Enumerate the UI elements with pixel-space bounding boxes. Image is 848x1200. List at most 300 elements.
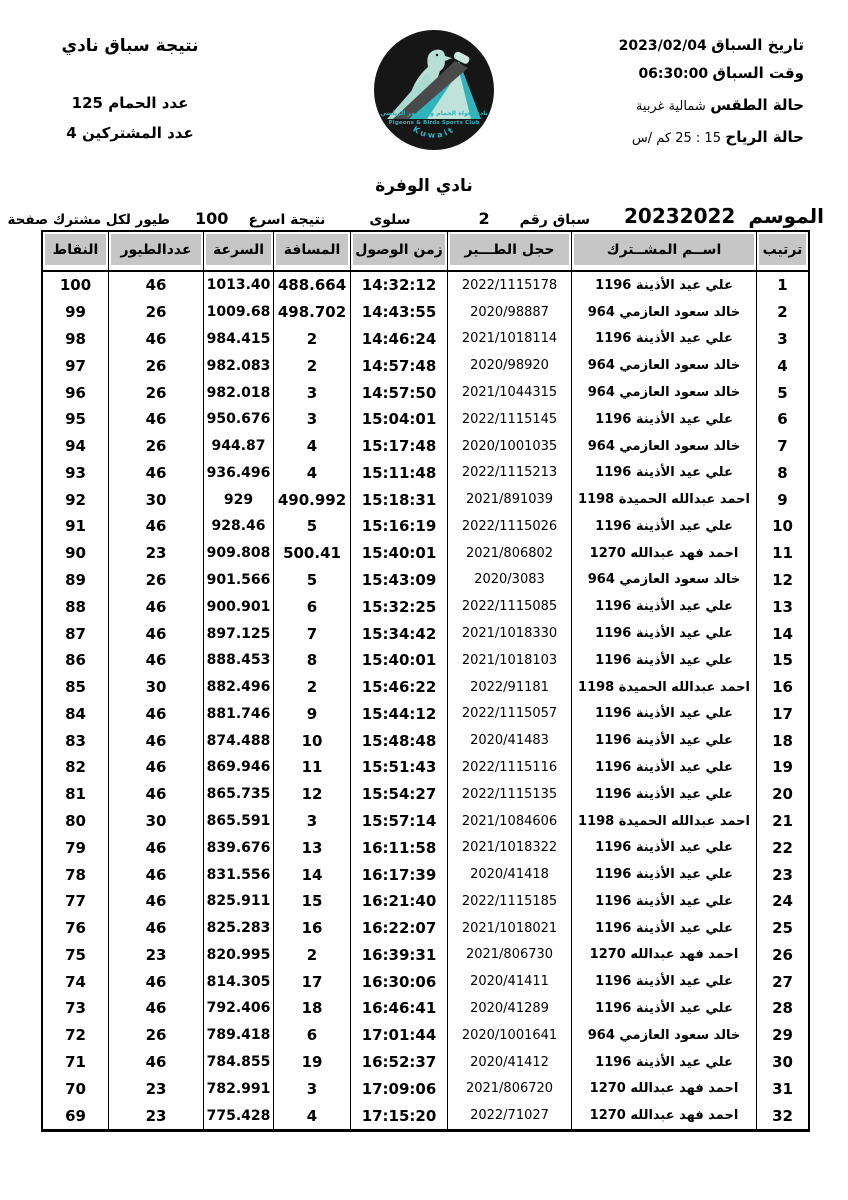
club-logo-graphic	[371, 27, 497, 153]
cell-birds: 30	[108, 674, 203, 701]
cell-time: 14:43:55	[350, 299, 447, 326]
cell-speed: 944.87	[203, 433, 273, 460]
table-row	[43, 674, 808, 701]
cell-name: علي عيد الأذينة 1196	[571, 995, 756, 1022]
cell-points: 70	[65, 1079, 86, 1098]
cell-points: 98	[65, 329, 86, 348]
cell-rank: 10	[756, 513, 808, 540]
cell-speed: 782.991	[203, 1075, 273, 1102]
cell-points: 74	[65, 972, 86, 991]
pigeon-count-line	[30, 94, 230, 112]
participant-count-label: عدد المشتركين	[81, 124, 194, 142]
race-date-value: 2023/02/04	[618, 38, 707, 54]
table-row	[43, 701, 808, 728]
club-logo	[371, 27, 497, 153]
cell-birds: 46	[108, 406, 203, 433]
cell-speed: 950.676	[203, 406, 273, 433]
cell-rank: 23	[756, 861, 808, 888]
cell-rank: 22	[756, 834, 808, 861]
cell-distance: 2	[273, 326, 350, 353]
cell-time: 15:51:43	[350, 754, 447, 781]
cell-rank: 31	[756, 1075, 808, 1102]
table-row	[43, 352, 808, 379]
cell-name: خالد سعود العازمي 964	[571, 352, 756, 379]
cell-birds: 30	[108, 486, 203, 513]
cell-time: 14:57:50	[350, 379, 447, 406]
cell-rank: 21	[756, 808, 808, 835]
cell-points: 92	[65, 490, 86, 509]
cell-speed: 814.305	[203, 968, 273, 995]
cell-time: 15:11:48	[350, 459, 447, 486]
cell-rank: 16	[756, 674, 808, 701]
cell-time: 16:39:31	[350, 942, 447, 969]
cell-name: علي عيد الأذينة 1196	[571, 593, 756, 620]
cell-ring: 2022/1115116	[447, 754, 571, 781]
cell-time: 15:34:42	[350, 620, 447, 647]
cell-name: علي عيد الأذينة 1196	[571, 701, 756, 728]
result-label: نتيجة اسرع	[248, 212, 326, 228]
cell-name: علي عيد الأذينة 1196	[571, 781, 756, 808]
wind-value: 15 : 25 كم /س	[631, 131, 721, 146]
cell-time: 15:17:48	[350, 433, 447, 460]
cell-distance: 10	[273, 727, 350, 754]
cell-ring: 2022/1115057	[447, 701, 571, 728]
cell-speed: 1009.68	[203, 299, 273, 326]
cell-distance: 11	[273, 754, 350, 781]
cell-rank: 24	[756, 888, 808, 915]
cell-rank: 3	[756, 326, 808, 353]
cell-rank: 20	[756, 781, 808, 808]
cell-ring: 2020/98920	[447, 352, 571, 379]
cell-distance: 500.41	[273, 540, 350, 567]
cell-points: 96	[65, 383, 86, 402]
pigeon-count-value: 125	[71, 94, 103, 112]
cell-time: 15:43:09	[350, 567, 447, 594]
cell-points: 76	[65, 919, 86, 938]
cell-speed: 775.428	[203, 1102, 273, 1129]
cell-speed: 882.496	[203, 674, 273, 701]
cell-rank: 2	[756, 299, 808, 326]
cell-points: 97	[65, 356, 86, 375]
cell-points: 83	[65, 731, 86, 750]
cell-rank: 26	[756, 942, 808, 969]
cell-ring: 2022/1115213	[447, 459, 571, 486]
cell-distance: 17	[273, 968, 350, 995]
logo-arabic-name: نادي هواة الحمام و الطيور الرياضي	[380, 110, 488, 117]
cell-time: 15:16:19	[350, 513, 447, 540]
report-title: نتيجة سباق نادي	[61, 36, 199, 56]
cell-rank: 13	[756, 593, 808, 620]
cell-rank: 8	[756, 459, 808, 486]
table-row	[43, 968, 808, 995]
table-row	[43, 567, 808, 594]
cell-ring: 2020/1001035	[447, 433, 571, 460]
cell-time: 15:57:14	[350, 808, 447, 835]
table-row	[43, 888, 808, 915]
cell-speed: 929	[203, 486, 273, 513]
table-row	[43, 915, 808, 942]
participant-count-line	[30, 124, 230, 142]
cell-name: علي عيد الأذينة 1196	[571, 326, 756, 353]
cell-time: 17:09:06	[350, 1075, 447, 1102]
logo-english-name: Pigeons & Birds Sports Club	[388, 120, 480, 126]
cell-speed: 1013.40	[203, 272, 273, 299]
cell-distance: 2	[273, 674, 350, 701]
cell-ring: 2022/1115026	[447, 513, 571, 540]
table-row	[43, 1049, 808, 1076]
cell-distance: 490.992	[273, 486, 350, 513]
cell-time: 15:40:01	[350, 540, 447, 567]
cell-name: خالد سعود العازمي 964	[571, 433, 756, 460]
cell-name: احمد فهد عبدالله 1270	[571, 942, 756, 969]
fastest-count: 100	[195, 209, 229, 228]
cell-birds: 26	[108, 1022, 203, 1049]
cell-speed: 936.496	[203, 459, 273, 486]
cell-points: 88	[65, 597, 86, 616]
cell-time: 15:40:01	[350, 647, 447, 674]
cell-rank: 17	[756, 701, 808, 728]
cell-rank: 28	[756, 995, 808, 1022]
header-ring: حجل الطـــير	[447, 232, 571, 270]
cell-birds: 46	[108, 1049, 203, 1076]
cell-birds: 23	[108, 1075, 203, 1102]
cell-time: 16:17:39	[350, 861, 447, 888]
header-birds: عددالطيور	[108, 232, 203, 270]
cell-speed: 784.855	[203, 1049, 273, 1076]
cell-distance: 2	[273, 942, 350, 969]
wind-label: حالة الرياح	[725, 128, 804, 146]
table-row	[43, 995, 808, 1022]
cell-name: خالد سعود العازمي 964	[571, 379, 756, 406]
cell-ring: 2020/41289	[447, 995, 571, 1022]
cell-ring: 2022/1115135	[447, 781, 571, 808]
race-time-label: وقت السباق	[712, 64, 804, 82]
cell-distance: 9	[273, 701, 350, 728]
table-row	[43, 620, 808, 647]
table-row	[43, 754, 808, 781]
race-date-line	[619, 36, 804, 54]
cell-time: 14:46:24	[350, 326, 447, 353]
cell-birds: 46	[108, 781, 203, 808]
cell-name: علي عيد الأذينة 1196	[571, 915, 756, 942]
cell-distance: 3	[273, 379, 350, 406]
cell-distance: 6	[273, 1022, 350, 1049]
results-table-header	[43, 232, 808, 272]
cell-points: 93	[65, 463, 86, 482]
cell-birds: 26	[108, 352, 203, 379]
cell-points: 77	[65, 892, 86, 911]
cell-birds: 46	[108, 593, 203, 620]
weather-line	[619, 96, 804, 114]
cell-points: 79	[65, 838, 86, 857]
cell-birds: 23	[108, 1102, 203, 1129]
cell-name: علي عيد الأذينة 1196	[571, 620, 756, 647]
cell-distance: 3	[273, 808, 350, 835]
cell-ring: 2022/91181	[447, 674, 571, 701]
table-row	[43, 1102, 808, 1129]
club-name: نادي الوفرة	[375, 176, 473, 196]
table-row	[43, 861, 808, 888]
pigeon-count-label: عدد الحمام	[108, 94, 189, 112]
cell-birds: 46	[108, 701, 203, 728]
cell-ring: 2022/1115185	[447, 888, 571, 915]
cell-name: خالد سعود العازمي 964	[571, 1022, 756, 1049]
cell-birds: 46	[108, 513, 203, 540]
cell-points: 80	[65, 812, 86, 831]
cell-ring: 2021/1018114	[447, 326, 571, 353]
cell-ring: 2021/1018322	[447, 834, 571, 861]
cell-name: احمد فهد عبدالله 1270	[571, 1102, 756, 1129]
cell-name: خالد سعود العازمي 964	[571, 299, 756, 326]
table-row	[43, 326, 808, 353]
cell-birds: 46	[108, 995, 203, 1022]
race-time-value: 06:30:00	[638, 66, 709, 82]
cell-ring: 2020/41418	[447, 861, 571, 888]
cell-birds: 46	[108, 754, 203, 781]
cell-points: 81	[65, 785, 86, 804]
cell-distance: 13	[273, 834, 350, 861]
cell-distance: 15	[273, 888, 350, 915]
table-row	[43, 593, 808, 620]
cell-rank: 11	[756, 540, 808, 567]
cell-name: علي عيد الأذينة 1196	[571, 1049, 756, 1076]
cell-points: 87	[65, 624, 86, 643]
header-distance: المسافة	[273, 232, 350, 270]
header-rank: ترتيب	[756, 232, 808, 270]
participant-count-value: 4	[66, 124, 77, 142]
cell-birds: 26	[108, 379, 203, 406]
table-row	[43, 834, 808, 861]
cell-speed: 928.46	[203, 513, 273, 540]
cell-distance: 3	[273, 1075, 350, 1102]
cell-speed: 881.746	[203, 701, 273, 728]
results-rows	[43, 272, 808, 1129]
cell-ring: 2022/71027	[447, 1102, 571, 1129]
cell-ring: 2020/98887	[447, 299, 571, 326]
cell-time: 14:57:48	[350, 352, 447, 379]
cell-ring: 2022/1115145	[447, 406, 571, 433]
cell-birds: 46	[108, 861, 203, 888]
cell-speed: 982.083	[203, 352, 273, 379]
cell-name: علي عيد الأذينة 1196	[571, 459, 756, 486]
cell-birds: 46	[108, 459, 203, 486]
table-row	[43, 379, 808, 406]
cell-time: 16:22:07	[350, 915, 447, 942]
cell-time: 16:21:40	[350, 888, 447, 915]
cell-speed: 820.995	[203, 942, 273, 969]
results-table	[41, 230, 810, 1132]
cell-points: 86	[65, 651, 86, 670]
header-name: اســم المشــترك	[571, 232, 756, 270]
cell-points: 90	[65, 544, 86, 563]
cell-time: 15:04:01	[350, 406, 447, 433]
cell-name: علي عيد الأذينة 1196	[571, 513, 756, 540]
season-label: الموسم	[748, 204, 824, 228]
cell-time: 16:46:41	[350, 995, 447, 1022]
weather-value: شمالية غربية	[635, 99, 706, 114]
cell-birds: 46	[108, 727, 203, 754]
cell-ring: 2021/1044315	[447, 379, 571, 406]
header-speed: السرعة	[203, 232, 273, 270]
table-row	[43, 808, 808, 835]
cell-birds: 23	[108, 540, 203, 567]
cell-name: احمد عبدالله الحميدة 1198	[571, 486, 756, 513]
cell-points: 73	[65, 999, 86, 1018]
table-row	[43, 1022, 808, 1049]
cell-rank: 18	[756, 727, 808, 754]
cell-birds: 46	[108, 834, 203, 861]
report-title-block	[30, 36, 230, 154]
cell-name: علي عيد الأذينة 1196	[571, 968, 756, 995]
cell-time: 15:44:12	[350, 701, 447, 728]
cell-rank: 27	[756, 968, 808, 995]
cell-speed: 909.808	[203, 540, 273, 567]
cell-rank: 5	[756, 379, 808, 406]
cell-distance: 7	[273, 620, 350, 647]
cell-speed: 831.556	[203, 861, 273, 888]
cell-distance: 6	[273, 593, 350, 620]
cell-speed: 865.591	[203, 808, 273, 835]
cell-rank: 15	[756, 647, 808, 674]
cell-name: علي عيد الأذينة 1196	[571, 754, 756, 781]
cell-distance: 3	[273, 406, 350, 433]
cell-rank: 25	[756, 915, 808, 942]
cell-time: 16:52:37	[350, 1049, 447, 1076]
cell-name: علي عيد الأذينة 1196	[571, 647, 756, 674]
cell-birds: 46	[108, 620, 203, 647]
cell-ring: 2020/3083	[447, 567, 571, 594]
cell-birds: 46	[108, 647, 203, 674]
header-points: النقاط	[43, 232, 108, 270]
cell-distance: 4	[273, 459, 350, 486]
cell-points: 85	[65, 678, 86, 697]
cell-birds: 46	[108, 326, 203, 353]
cell-name: احمد فهد عبدالله 1270	[571, 540, 756, 567]
cell-time: 16:30:06	[350, 968, 447, 995]
cell-name: خالد سعود العازمي 964	[571, 567, 756, 594]
cell-ring: 2021/1084606	[447, 808, 571, 835]
cell-birds: 26	[108, 433, 203, 460]
cell-ring: 2020/41412	[447, 1049, 571, 1076]
cell-points: 84	[65, 704, 86, 723]
cell-speed: 984.415	[203, 326, 273, 353]
cell-distance: 14	[273, 861, 350, 888]
cell-time: 14:32:12	[350, 272, 447, 299]
cell-name: علي عيد الأذينة 1196	[571, 406, 756, 433]
cell-speed: 874.488	[203, 727, 273, 754]
cell-rank: 7	[756, 433, 808, 460]
cell-rank: 14	[756, 620, 808, 647]
cell-points: 82	[65, 758, 86, 777]
cell-speed: 789.418	[203, 1022, 273, 1049]
cell-rank: 12	[756, 567, 808, 594]
table-row	[43, 540, 808, 567]
cell-distance: 4	[273, 433, 350, 460]
cell-speed: 888.453	[203, 647, 273, 674]
per-participant-label: طيور لكل مشترك صفحة	[7, 212, 171, 228]
cell-speed: 839.676	[203, 834, 273, 861]
cell-time: 16:11:58	[350, 834, 447, 861]
cell-birds: 26	[108, 567, 203, 594]
cell-name: علي عيد الأذينة 1196	[571, 727, 756, 754]
cell-birds: 46	[108, 915, 203, 942]
cell-distance: 5	[273, 513, 350, 540]
cell-name: علي عيد الأذينة 1196	[571, 888, 756, 915]
cell-distance: 16	[273, 915, 350, 942]
cell-name: علي عيد الأذينة 1196	[571, 272, 756, 299]
cell-speed: 982.018	[203, 379, 273, 406]
cell-distance: 498.702	[273, 299, 350, 326]
cell-distance: 19	[273, 1049, 350, 1076]
season-value: 20232022	[624, 204, 736, 228]
race-date-label: تاريخ السباق	[711, 36, 804, 54]
cell-speed: 897.125	[203, 620, 273, 647]
race-info-line	[0, 198, 848, 228]
cell-ring: 2020/41483	[447, 727, 571, 754]
cell-rank: 19	[756, 754, 808, 781]
cell-ring: 2021/806730	[447, 942, 571, 969]
cell-name: علي عيد الأذينة 1196	[571, 834, 756, 861]
cell-ring: 2021/1018103	[447, 647, 571, 674]
table-row	[43, 486, 808, 513]
cell-ring: 2021/891039	[447, 486, 571, 513]
cell-ring: 2020/1001641	[447, 1022, 571, 1049]
cell-points: 95	[65, 410, 86, 429]
table-row	[43, 727, 808, 754]
race-meta-block	[619, 36, 804, 156]
cell-speed: 901.566	[203, 567, 273, 594]
race-number-label: سباق رقم	[519, 212, 590, 228]
table-row	[43, 406, 808, 433]
cell-name: احمد فهد عبدالله 1270	[571, 1075, 756, 1102]
table-row	[43, 272, 808, 299]
cell-time: 17:01:44	[350, 1022, 447, 1049]
cell-speed: 900.901	[203, 593, 273, 620]
cell-points: 78	[65, 865, 86, 884]
table-row	[43, 459, 808, 486]
wind-line	[619, 128, 804, 146]
cell-name: احمد عبدالله الحميدة 1198	[571, 808, 756, 835]
table-row	[43, 781, 808, 808]
cell-rank: 4	[756, 352, 808, 379]
cell-speed: 865.735	[203, 781, 273, 808]
cell-ring: 2021/806720	[447, 1075, 571, 1102]
cell-speed: 825.283	[203, 915, 273, 942]
header-arrival: زمن الوصول	[350, 232, 447, 270]
weather-label: حالة الطقس	[710, 96, 804, 114]
cell-birds: 26	[108, 299, 203, 326]
cell-birds: 46	[108, 968, 203, 995]
cell-distance: 18	[273, 995, 350, 1022]
table-row	[43, 942, 808, 969]
race-time-line	[619, 64, 804, 82]
cell-points: 75	[65, 945, 86, 964]
cell-rank: 6	[756, 406, 808, 433]
cell-speed: 825.911	[203, 888, 273, 915]
cell-points: 72	[65, 1026, 86, 1045]
table-row	[43, 513, 808, 540]
cell-distance: 12	[273, 781, 350, 808]
cell-ring: 2021/1018021	[447, 915, 571, 942]
cell-distance: 2	[273, 352, 350, 379]
cell-birds: 23	[108, 942, 203, 969]
cell-ring: 2021/806802	[447, 540, 571, 567]
cell-name: احمد عبدالله الحميدة 1198	[571, 674, 756, 701]
cell-points: 91	[65, 517, 86, 536]
table-row	[43, 299, 808, 326]
cell-rank: 32	[756, 1102, 808, 1129]
cell-distance: 4	[273, 1102, 350, 1129]
